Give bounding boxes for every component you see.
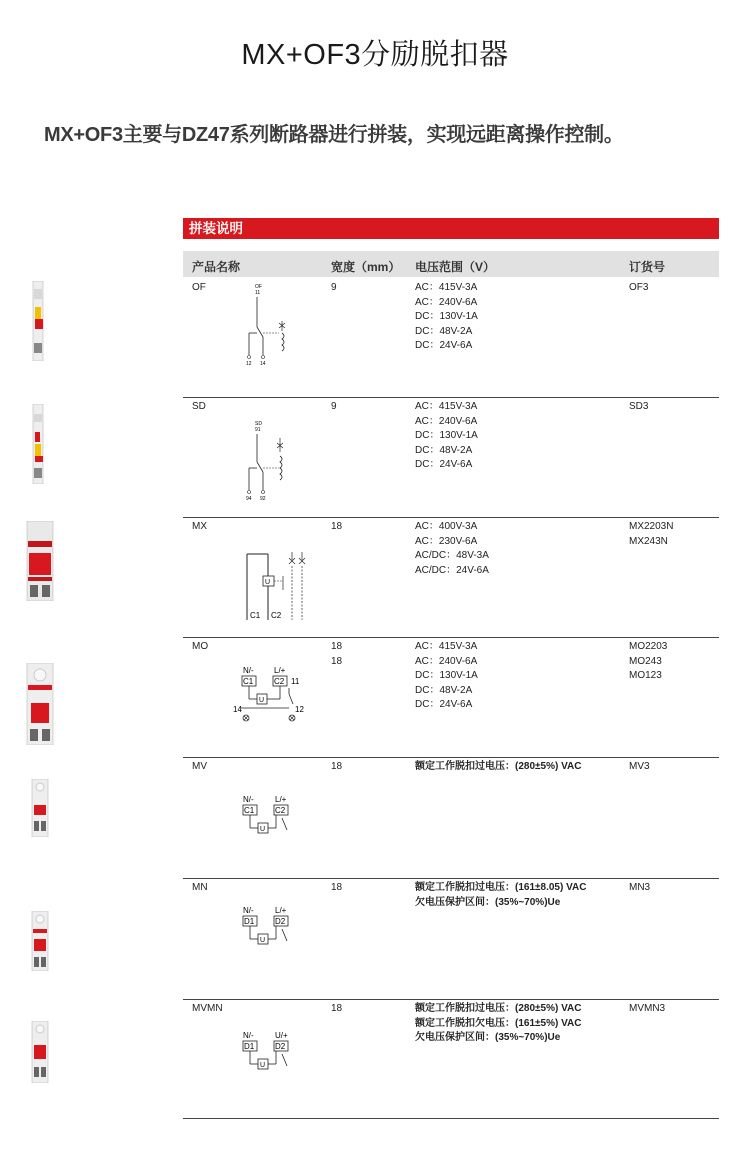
terminal-label: C1 — [250, 611, 261, 620]
voltage-line: DC：48V-2A — [415, 684, 473, 696]
voltage-list — [415, 881, 586, 910]
order-line: MO123 — [629, 670, 662, 681]
page-title: MX+OF3分励脱扣器 — [241, 39, 509, 71]
product-photo-mvmn — [30, 1021, 50, 1083]
voltage-line: AC：415V-3A — [415, 282, 478, 293]
product-photo-of — [30, 281, 46, 361]
voltage-line: DC：24V-6A — [415, 459, 473, 470]
voltage-list — [415, 760, 581, 775]
voltage-line: 额定工作脱扣过电压：(280±5%) VAC — [415, 761, 582, 772]
coil-label: U — [265, 579, 271, 586]
header-order: 订货号 — [629, 260, 666, 274]
order-line: MO2203 — [629, 641, 668, 652]
product-photo-mv — [30, 779, 50, 837]
voltage-line: AC：240V-6A — [415, 296, 478, 308]
mn-diagram — [241, 905, 301, 951]
coil-label: U — [260, 1062, 266, 1069]
voltage-line: AC/DC：24V-6A — [415, 564, 489, 576]
width-value: 18 — [331, 521, 343, 532]
order-line: MX2203N — [629, 521, 674, 532]
product-width — [331, 520, 342, 535]
product-photo-sd — [30, 404, 46, 484]
table-row-mv — [183, 758, 719, 879]
terminal-label: 11 — [291, 677, 300, 686]
voltage-line: DC：48V-2A — [415, 444, 473, 456]
voltage-line: DC：24V-6A — [415, 699, 473, 710]
terminal-label: N/- — [243, 1031, 254, 1040]
terminal-label: C2 — [275, 806, 286, 815]
header-voltage: 电压范围（V） — [415, 260, 496, 274]
product-width — [331, 1002, 342, 1017]
terminal-label: C2 — [271, 611, 282, 620]
terminal-label: C1 — [244, 806, 255, 815]
table-row-of — [183, 279, 719, 398]
voltage-line: AC：240V-6A — [415, 415, 478, 427]
voltage-line: AC：415V-3A — [415, 641, 478, 652]
width-value: 18 — [331, 1003, 343, 1014]
voltage-line: 额定工作脱扣欠电压：(161±5%) VAC — [415, 1017, 582, 1029]
table-row-mx — [183, 518, 719, 638]
terminal-label: L/+ — [274, 666, 286, 675]
product-name: SD — [192, 401, 206, 412]
order-number — [629, 400, 648, 415]
diagram-label: 94 — [246, 496, 252, 502]
section-banner: 拼装说明 — [183, 218, 719, 239]
voltage-line: AC：400V-3A — [415, 521, 478, 532]
order-line: MN3 — [629, 882, 651, 893]
coil-label: U — [260, 826, 266, 833]
mv-diagram — [241, 794, 301, 840]
voltage-line: 欠电压保护区间：(35%~70%)Ue — [415, 896, 561, 908]
coil-label: U — [259, 697, 265, 704]
product-name: MV — [192, 761, 207, 772]
page-subtitle: MX+OF3主要与DZ47系列断路器进行拼装，实现远距离操作控制。 — [44, 124, 624, 146]
product-photo-mx — [25, 521, 55, 601]
voltage-line: 额定工作脱扣过电压：(280±5%) VAC — [415, 1003, 582, 1014]
order-number — [629, 520, 673, 549]
terminal-label: 14 — [233, 705, 242, 714]
terminal-label: N/- — [243, 906, 254, 915]
product-width — [331, 881, 342, 896]
order-line: MV3 — [629, 761, 650, 772]
voltage-line: DC：130V-1A — [415, 311, 478, 322]
product-name: MO — [192, 641, 209, 652]
order-number — [629, 1002, 665, 1017]
voltage-line: AC：240V-6A — [415, 655, 478, 667]
width-value: 18 — [331, 641, 343, 652]
terminal-label: C2 — [274, 677, 285, 686]
header-width: 宽度（mm） — [331, 260, 401, 274]
terminal-label: D1 — [244, 917, 255, 926]
voltage-line: AC/DC：48V-3A — [415, 550, 489, 561]
diagram-label: SD — [255, 421, 262, 427]
voltage-list — [415, 400, 478, 473]
voltage-line: DC：130V-1A — [415, 430, 478, 441]
header-name: 产品名称 — [192, 260, 241, 274]
table-row-mo — [183, 638, 719, 758]
order-line: MO243 — [629, 655, 662, 667]
table-row-sd — [183, 398, 719, 518]
product-photo-mn — [30, 911, 50, 971]
mx-shunt-diagram — [239, 548, 319, 626]
width-value: 18 — [331, 761, 343, 772]
mo-diagram — [233, 664, 313, 726]
terminal-label: L/+ — [275, 795, 287, 804]
terminal-label: D2 — [275, 1042, 286, 1051]
order-line: OF3 — [629, 282, 649, 293]
order-number — [629, 760, 650, 775]
product-name: OF — [192, 282, 206, 293]
width-value: 18 — [331, 882, 343, 893]
voltage-line: DC：48V-2A — [415, 325, 473, 337]
diagram-label: 14 — [260, 361, 266, 367]
terminal-label: 12 — [295, 705, 304, 714]
diagram-label: 91 — [255, 427, 261, 433]
terminal-label: D1 — [244, 1042, 255, 1051]
product-photo-mo — [25, 663, 55, 745]
voltage-line: DC：24V-6A — [415, 340, 473, 351]
order-number — [629, 281, 648, 296]
sd-contact-diagram — [245, 420, 305, 504]
diagram-label: 12 — [246, 361, 252, 367]
diagram-label: 11 — [255, 290, 261, 296]
product-width — [331, 400, 337, 415]
voltage-line: AC：415V-3A — [415, 401, 478, 412]
terminal-label: C1 — [243, 677, 254, 686]
voltage-line: 欠电压保护区间：(35%~70%)Ue — [415, 1032, 561, 1043]
order-number — [629, 640, 667, 684]
terminal-label: D2 — [275, 917, 286, 926]
table-row-mn — [183, 879, 719, 1000]
of-contact-diagram — [245, 283, 305, 373]
table-header — [183, 251, 719, 277]
voltage-list — [415, 1002, 581, 1046]
product-name: MN — [192, 882, 208, 893]
diagram-label: OF — [255, 284, 262, 290]
product-width — [331, 760, 342, 775]
terminal-label: L/+ — [275, 906, 287, 915]
terminal-label: N/- — [243, 666, 254, 675]
order-line: SD3 — [629, 401, 649, 412]
voltage-line: 额定工作脱扣过电压：(161±8.05) VAC — [415, 882, 587, 893]
product-width — [331, 281, 337, 296]
voltage-line: DC：130V-1A — [415, 670, 478, 681]
product-name: MX — [192, 521, 207, 532]
order-number — [629, 881, 650, 896]
terminal-label: N/- — [243, 795, 254, 804]
product-width — [331, 640, 342, 669]
width-value: 18 — [331, 655, 343, 667]
order-line: MVMN3 — [629, 1003, 666, 1014]
width-value: 9 — [331, 282, 337, 293]
diagram-label: 92 — [260, 496, 266, 502]
voltage-line: AC：230V-6A — [415, 535, 478, 547]
coil-label: U — [260, 937, 266, 944]
order-line: MX243N — [629, 535, 668, 547]
width-value: 9 — [331, 401, 337, 412]
voltage-list — [415, 281, 478, 354]
product-name: MVMN — [192, 1003, 223, 1014]
table-row-mvmn — [183, 1000, 719, 1119]
voltage-list — [415, 520, 489, 578]
mvmn-diagram — [241, 1030, 301, 1076]
terminal-label: U/+ — [275, 1031, 288, 1040]
voltage-list — [415, 640, 478, 713]
